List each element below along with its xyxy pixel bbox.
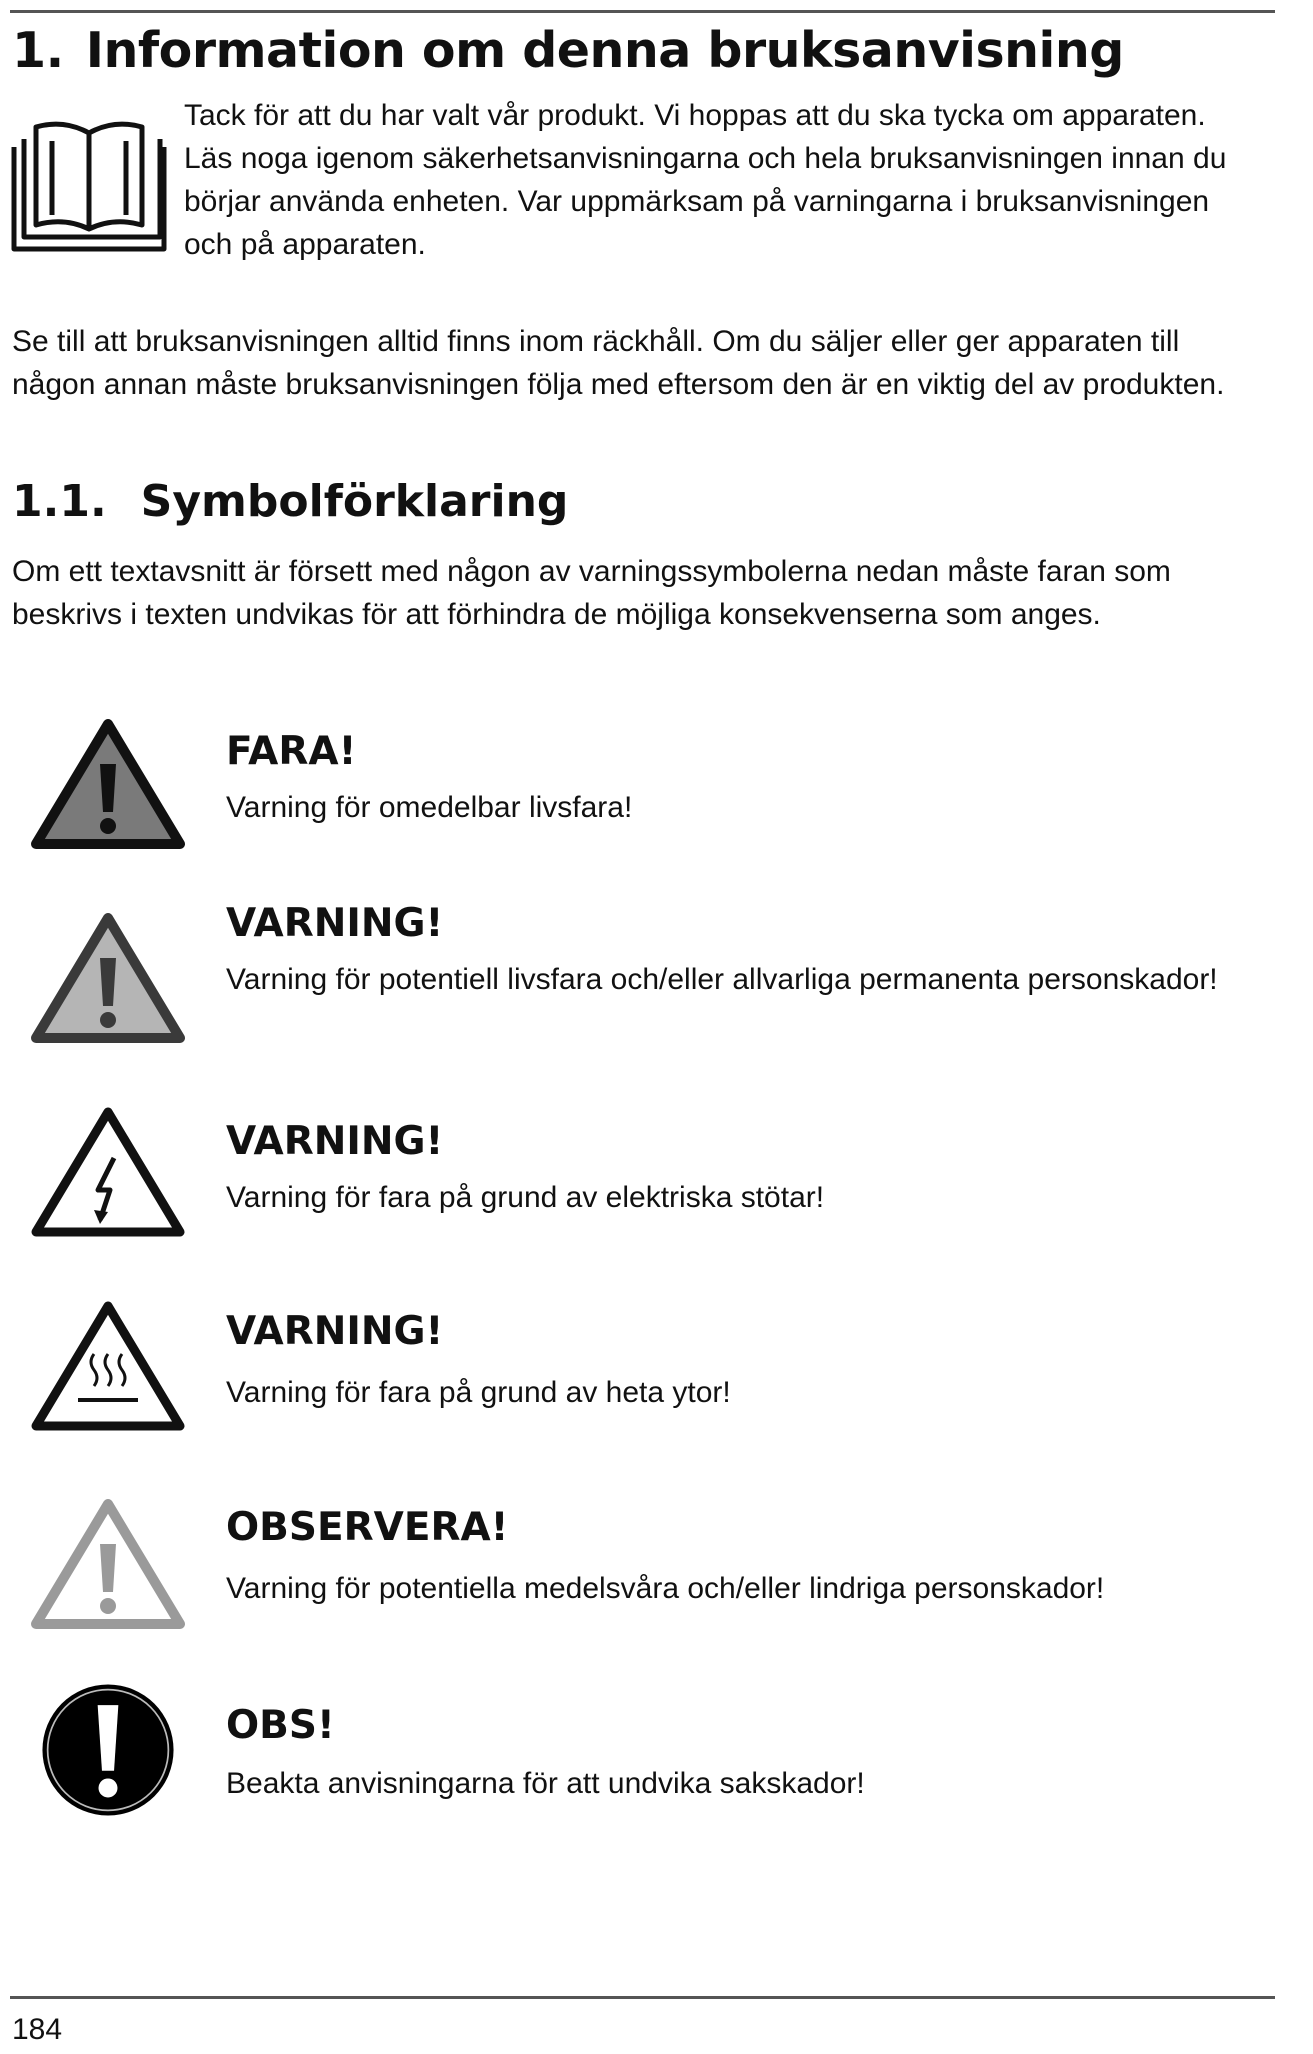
section-heading (12, 22, 1124, 79)
subsection-number: 1.1. (12, 476, 107, 527)
symbol-description: Varning för omedelbar livsfara! (226, 791, 633, 824)
section-title: Information om denna bruksanvisning (85, 22, 1124, 79)
bottom-rule (10, 1996, 1275, 1999)
symbol-description: Beakta anvisningarna för att undvika sakskador! (226, 1767, 865, 1800)
symbol-description: Varning för potentiell livsfara och/eller allvarliga permanenta personskador! (226, 963, 1218, 996)
page-number: 184 (12, 2013, 63, 2046)
intro-paragraph: Tack för att du har valt vår produkt. Vi hoppas att du ska tycka om apparaten. Läs noga igenom säkerhetsanvisningarna och hela bruksanvisningen innan du börjar använda enheten. Var uppmärksam på varningarna i bruksanvisningen och på apparaten. (184, 99, 1227, 261)
exclamation-circle-icon (28, 1681, 188, 1819)
symbol-intro-paragraph: Om ett textavsnitt är försett med någon av varningssymbolerna nedan måste faran som beskrivs i texten undvikas för att förhindra de möjliga konsekvenserna som anges. (12, 555, 1171, 631)
caution-triangle-icon (28, 1494, 188, 1632)
hot-surface-triangle-icon (28, 1296, 188, 1434)
symbol-title: FARA! (226, 729, 357, 774)
symbol-description: Varning för fara på grund av heta ytor! (226, 1376, 731, 1409)
symbol-description: Varning för fara på grund av elektriska stötar! (226, 1181, 825, 1214)
symbol-title: OBS! (226, 1703, 335, 1748)
warning-triangle-icon (28, 908, 188, 1046)
section-number: 1. (12, 22, 64, 79)
symbol-description: Varning för potentiella medelsvåra och/eller lindriga personskador! (226, 1572, 1105, 1605)
handbook-paragraph: Se till att bruksanvisningen alltid finns inom räckhåll. Om du säljer eller ger apparaten till någon annan måste bruksanvisningen följa med eftersom den är en viktig del av produkten. (12, 325, 1225, 401)
symbol-title: VARNING! (226, 901, 444, 946)
symbol-title: VARNING! (226, 1119, 444, 1164)
subsection-title: Symbolförklaring (140, 476, 569, 527)
symbol-title: OBSERVERA! (226, 1505, 509, 1550)
top-rule (10, 10, 1275, 13)
danger-triangle-icon (28, 714, 188, 852)
electric-shock-triangle-icon (28, 1102, 188, 1240)
subsection-heading (12, 476, 568, 527)
symbol-title: VARNING! (226, 1309, 444, 1354)
